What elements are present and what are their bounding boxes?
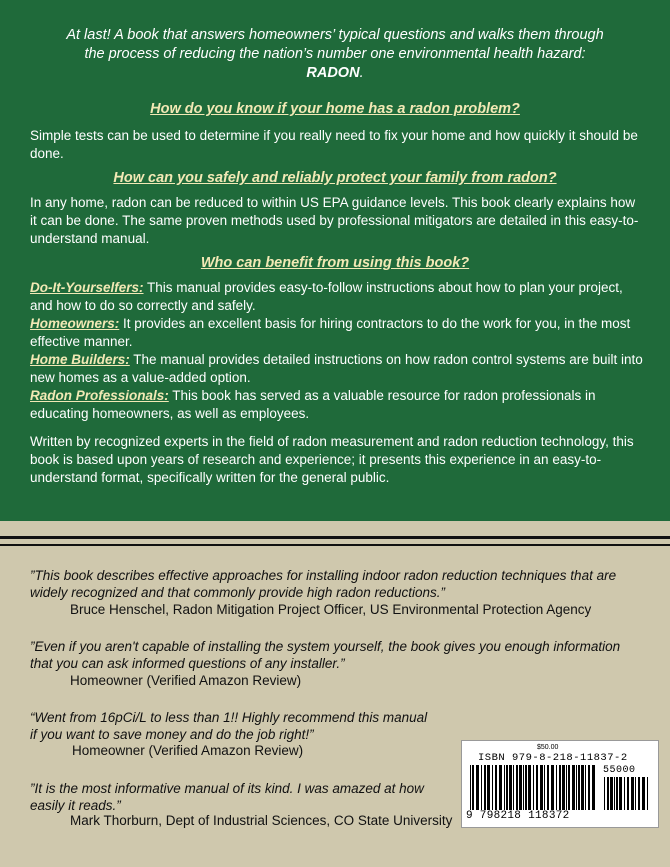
- barcode-bar: [568, 765, 570, 810]
- barcode-bar: [585, 765, 586, 810]
- closing-paragraph: Written by recognized experts in the field of radon measurement and radon reduction technology, this book is based upon years of research and experience; it presents this experience in an easy-to-understand format, specifically written for the general public.: [30, 434, 634, 485]
- barcode-bar: [627, 777, 629, 810]
- barcode-bar: [631, 777, 634, 810]
- barcode-bar: [472, 765, 474, 810]
- barcode-bar: [540, 765, 543, 810]
- testimonial-attribution: Homeowner (Verified Amazon Review): [70, 673, 302, 688]
- testimonial-quote: ”Even if you aren't capable of installing the system yourself, the book gives you enough information that you can ask informed questions of any installer.”: [30, 639, 621, 671]
- barcode-bar: [513, 765, 514, 810]
- benefit-item: [30, 315, 645, 351]
- barcode-bar: [544, 765, 545, 810]
- barcode-bar: [523, 765, 524, 810]
- barcode-isbn: ISBN 979-8-218-11837-2: [478, 752, 628, 764]
- barcode-bar: [495, 765, 497, 810]
- testimonial-quote: “Went from 16pCi/L to less than 1!! Highly recommend this manual if you want to save money and do the job right!”: [30, 710, 428, 742]
- barcode-bar: [492, 765, 493, 810]
- question-1-heading: How do you know if your home has a radon problem?: [150, 101, 520, 117]
- benefit-text: This book has served as a valuable resource for radon professionals in educating homeowners, as well as employees.: [30, 388, 596, 421]
- benefit-label: Radon Professionals:: [30, 388, 169, 403]
- barcode-bar: [642, 777, 645, 810]
- barcode-bar: [635, 777, 636, 810]
- barcode-bar: [616, 777, 618, 810]
- barcode-bar: [638, 777, 640, 810]
- intro-text: At last! A book that answers homeowners’ typical questions and walks them through the process of reducing the nation’s number one environmental health hazard:: [66, 27, 604, 62]
- benefit-label: Homeowners:: [30, 316, 120, 331]
- barcode-bar: [619, 777, 622, 810]
- benefit-text: It provides an excellent basis for hiring contractors to do the work for you, in the most effective manner.: [30, 316, 631, 349]
- barcode-bar: [559, 765, 561, 810]
- testimonial-quote: ”This book describes effective approaches for installing indoor radon reduction techniques that are widely recognized and that commonly provide high radon reductions.”: [30, 568, 617, 600]
- benefit-list: [30, 279, 645, 423]
- barcode-price: $50.00: [537, 744, 559, 751]
- benefit-text: The manual provides detailed instructions on how radon control systems are built into new homes as a value-added option.: [30, 352, 643, 385]
- barcode-bar: [581, 765, 584, 810]
- barcode-bar: [607, 777, 609, 810]
- barcode-bar: [588, 765, 590, 810]
- barcode-bar: [470, 765, 471, 810]
- barcode-bar: [566, 765, 567, 810]
- divider-rule: [0, 544, 670, 546]
- barcode-bar: [509, 765, 512, 810]
- barcode-bar: [647, 777, 648, 810]
- intro-end: .: [359, 65, 364, 81]
- barcode-bar: [572, 765, 575, 810]
- benefit-label: Do-It-Yourselfers:: [30, 280, 144, 295]
- testimonial-attribution: Mark Thorburn, Dept of Industrial Sciences, CO State University: [70, 813, 453, 828]
- barcode-bar: [499, 765, 502, 810]
- barcode-bar: [481, 765, 482, 810]
- benefit-label: Home Builders:: [30, 352, 130, 367]
- barcode-bar: [504, 765, 505, 810]
- barcode-bar: [533, 765, 534, 810]
- question-2-heading: How can you safely and reliably protect your family from radon?: [113, 170, 557, 186]
- divider-rule: [0, 536, 670, 539]
- answer-1: Simple tests can be used to determine if you really need to fix your home and how quickly it should be done.: [30, 128, 638, 161]
- barcode-bar: [562, 765, 565, 810]
- barcode-bars: [470, 765, 598, 810]
- benefit-text: This manual provides easy-to-follow instructions about how to plan your project, and how to do so correctly and safely.: [30, 280, 623, 313]
- barcode-bar: [610, 777, 613, 810]
- barcode-bar: [506, 765, 508, 810]
- barcode-bar: [604, 777, 605, 810]
- barcode-bar: [592, 765, 595, 810]
- barcode-addon-digits: 55000: [603, 765, 636, 776]
- barcode-bar: [576, 765, 577, 810]
- barcode-bar: [547, 765, 549, 810]
- barcode-bar: [476, 765, 479, 810]
- question-3-heading: Who can benefit from using this book?: [200, 255, 470, 271]
- barcode-bar: [578, 765, 580, 810]
- barcode-bar: [528, 765, 531, 810]
- testimonial-attribution: Homeowner (Verified Amazon Review): [72, 743, 304, 758]
- barcode-bar: [556, 765, 557, 810]
- barcode-bar: [516, 765, 518, 810]
- benefit-item: [30, 387, 645, 423]
- barcode-ean-digits: 9 798218 118372: [466, 810, 570, 822]
- barcode-bar: [536, 765, 538, 810]
- barcode-bar: [484, 765, 486, 810]
- testimonial-quote: ”It is the most informative manual of its kind. I was amazed at how easily it reads.”: [30, 781, 424, 813]
- intro-paragraph: [60, 26, 610, 83]
- barcode-bar: [525, 765, 527, 810]
- barcode-bar: [551, 765, 554, 810]
- barcode-bar: [624, 777, 625, 810]
- testimonial-attribution: Bruce Henschel, Radon Mitigation Project Officer, US Environmental Protection Agency: [70, 602, 592, 617]
- benefit-item: [30, 351, 645, 387]
- barcode-bar: [614, 777, 615, 810]
- barcode-bar: [487, 765, 490, 810]
- benefit-item: [30, 279, 645, 315]
- answer-2: In any home, radon can be reduced to within US EPA guidance levels. This book clearly explains how it can be done. The same proven methods used by professional mitigators are detailed in this easy-to-understand manual.: [30, 195, 639, 246]
- intro-emphasis: RADON: [306, 65, 360, 81]
- barcode-bar: [519, 765, 522, 810]
- barcode-addon-bars: [604, 777, 652, 810]
